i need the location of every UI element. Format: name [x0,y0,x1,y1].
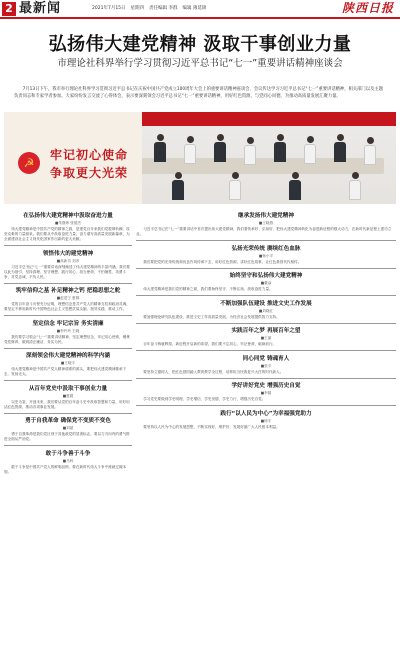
header-meta [92,5,206,13]
designer: 编辑 薄延锦 [182,6,207,11]
article-title: 筑牢信仰之基 补足精神之钙 把稳思想之舵 [15,288,121,294]
article-body: 我们要把党的光荣传统和优良作风传承下去，用好红色资源，讲好红色故事，让红色基因代代相传。 [143,259,302,264]
issue-date: 2021年7月15日 [92,6,126,11]
article-body: 要坚持立德树人，把红色基因融入教育教学全过程，培养担当民族复兴大任的时代新人。 [143,369,284,374]
article-body: 习近平总书记在“七一”重要讲话中首次提出伟大建党精神，我们要传承好、弘扬好，把伟大建党精神转化为奋进新征程的强大动力，在新时代新征程上建功立业。 [136,227,392,236]
attendee [304,136,316,164]
article [4,320,132,349]
masthead-logo: 陕西日报 [341,1,394,15]
divider [4,315,132,316]
article-body: 学习党史要做到学史明理、学史增信、学史崇德、学史力行，增强历史自觉。 [143,397,266,401]
article-body: 伟大建党精神是我们党的精神之源，我们要始终坚守、不断弘扬，汲取奋进力量。 [143,287,273,291]
article-title: 践行“以人民为中心”为幸福强党助力 [220,410,312,417]
header-rule [0,17,400,19]
divider [136,268,396,269]
article-byline: ■张平 [260,363,272,368]
article-byline: ■李娟 [260,391,272,395]
article-byline: ■杨宇 [260,418,272,423]
article-title: 不断加强队伍建设 推进文史工作发展 [220,300,312,307]
divider [136,323,396,324]
main-headline: 弘扬伟大建党精神 汲取干事创业力量 [48,34,352,55]
article-byline: ■杨小平 [258,253,274,258]
article [136,410,396,430]
attendee [349,172,361,200]
attendee [274,134,286,162]
divider [4,380,132,381]
divider [136,378,396,379]
article [4,385,132,414]
article-body: 敢于斗争是中国共产党人的鲜明品格，要在新时代伟大斗争中练就过硬本领。 [4,464,127,474]
article-body: 以史为鉴、开创未来，我们要从党的百年奋斗史中汲取智慧和力量，用好用活红色资源，推动各项事业发展。 [4,399,130,409]
article-title: 同心同党 铸魂育人 [242,355,290,362]
article-title: 勇于自我革命 确保党不变质不变色 [25,418,111,424]
article-title: 领悟伟大的建党精神 [42,250,94,257]
article [136,245,396,269]
article-title: 深刻领会伟大建党精神的科学内涵 [26,353,110,359]
divider [4,245,132,246]
article [136,382,396,406]
article [4,352,132,381]
article-body: 要加强理论研究队伍建设，推进文史工作高质量发展，为经济社会发展提供智力支持。 [143,314,280,319]
article [136,212,396,241]
divider [4,348,132,349]
article-byline: ■王晓燕 [258,221,274,225]
article-body: 我们要学习领会“七一”重要讲话精神，坚定理想信念，牢记初心使命，锤炼党性修养，做到清正廉洁、务实为民。 [4,334,130,344]
attendee [289,172,301,200]
article-body: 要坚持以人民为中心的发展思想，不断实现好、维护好、发展好最广大人民根本利益。 [143,424,280,429]
article-byline: ■王丽 [260,336,272,340]
attendee [184,136,196,164]
article-body: 习近平总书记“七一”重要讲话深刻阐述了伟大建党精神的丰富内涵，我们要以此为指引，坚持真理、坚守理想，践行初心、担当使命，不怕牺牲、英勇斗争，对党忠诚、不负人民。 [4,264,130,279]
article-body: 百年奋斗铸就辉煌，新征程开启新的希望，我们要不忘初心、牢记使命，砥砺前行。 [143,342,277,346]
article-byline: ■董焱 [260,281,272,285]
article [136,300,396,324]
page-header [0,0,400,18]
article-byline: ■赵进宁 惠锦 [56,296,80,300]
article-title: 敢于斗争善于斗争 [45,450,91,457]
article-body: 伟大建党精神是中国共产党人精神谱系的源头，要把伟大建党精神继承下去、发扬光大。 [4,367,127,376]
article-body: 伟大建党精神是中国共产党的精神之源，是建党百年来我们党披荆斩棘、攻坚克难的力量源泉。我们要从中汲取奋进力量，奋力谱写高质量发展新篇章，为全面建设社会主义现代化国家作出新的更大贡献。 [4,227,130,241]
divider [4,445,132,446]
article-byline: ■马科 [62,458,74,463]
attendee [172,172,184,200]
divider [136,295,396,296]
lead-paragraph: 7月13日下午，我市举行理论社科界学习贯彻习近平总书记在庆祝中国共产党成立100周年大会上的重要讲话精神座谈会，会议传达学习习近平总书记“七一”重要讲话精神，相关部门以及主题负责同志和专家学者参加。大家纷纷发言交流了心得体会，表示要深刻领会习近平总书记“七一”重要讲话精神，用好红色资源，与党同心同德，为推动高质量发展汇聚力量。 [14,87,383,99]
slogan-line-2: 争取更大光荣 [50,166,129,180]
article-byline: ■王晓宇 [60,361,76,365]
article-title: 坚定信念 牢记宗旨 务实清廉 [32,320,104,327]
attendee [334,134,346,162]
party-emblem-icon: ☭ [18,152,40,174]
article [4,212,132,246]
divider [4,413,132,414]
article-title: 始终坚守和弘扬伟大建党精神 [229,273,303,279]
attendee [154,134,166,162]
right-column [136,208,396,430]
divider [136,405,396,406]
article-byline: ■李玲玲 王晓 [56,328,80,333]
article-title: 继承发扬伟大建党精神 [238,213,294,219]
page-number: 2 [2,2,16,16]
article [136,272,396,296]
article-byline: ■刘晓红 [258,308,274,313]
article [4,287,132,316]
attendee [214,134,226,162]
article-body: 党的百年奋斗历程充分证明，理想信念是共产党人的精神支柱和政治灵魂，要坚定不移用新时代中国特色社会主义思想武装头脑、指导实践、推动工作。 [4,302,130,311]
article [4,417,132,446]
article [136,327,396,351]
article-byline: ■高新功 刘彦 [56,258,80,263]
article-byline: ■朱继珍 张德杰 [54,221,82,225]
slogan-board [4,112,142,204]
article-byline: ■惠娟 [62,393,74,398]
left-column [4,208,132,475]
section-name: 最新闻 [19,1,62,16]
slogan-line-1: 牢记初心使命 [50,148,129,162]
editor: 责任编辑 李群 [149,6,178,11]
article-title: 学好讲好党史 增强历史自觉 [231,383,301,389]
article [4,250,132,284]
article [136,355,396,379]
attendee [364,137,376,165]
divider [4,283,132,284]
article-body: 勇于自我革命是我们党区别于其他政党的显著标志，要以刀刃向内的勇气推进全面从严治党。 [4,432,130,441]
attendee [244,137,256,165]
article [4,450,132,475]
article-title: 实践百年之梦 再展百年之望 [231,328,301,334]
article-title: 弘扬光荣传统 赓续红色血脉 [231,245,301,252]
divider [136,240,396,241]
weekday: 星期四 [130,6,145,11]
main-subhead: 市理论社科界举行学习贯彻习近平总书记“七一”重要讲话精神座谈会 [57,58,343,69]
article-byline: ■刘斌 [62,426,74,430]
article-title: 在弘扬伟大建党精神中汲取奋进力量 [23,213,113,219]
attendee [229,172,241,200]
divider [136,350,396,351]
article-title: 从百年党史中汲取干事创业力量 [28,385,108,392]
